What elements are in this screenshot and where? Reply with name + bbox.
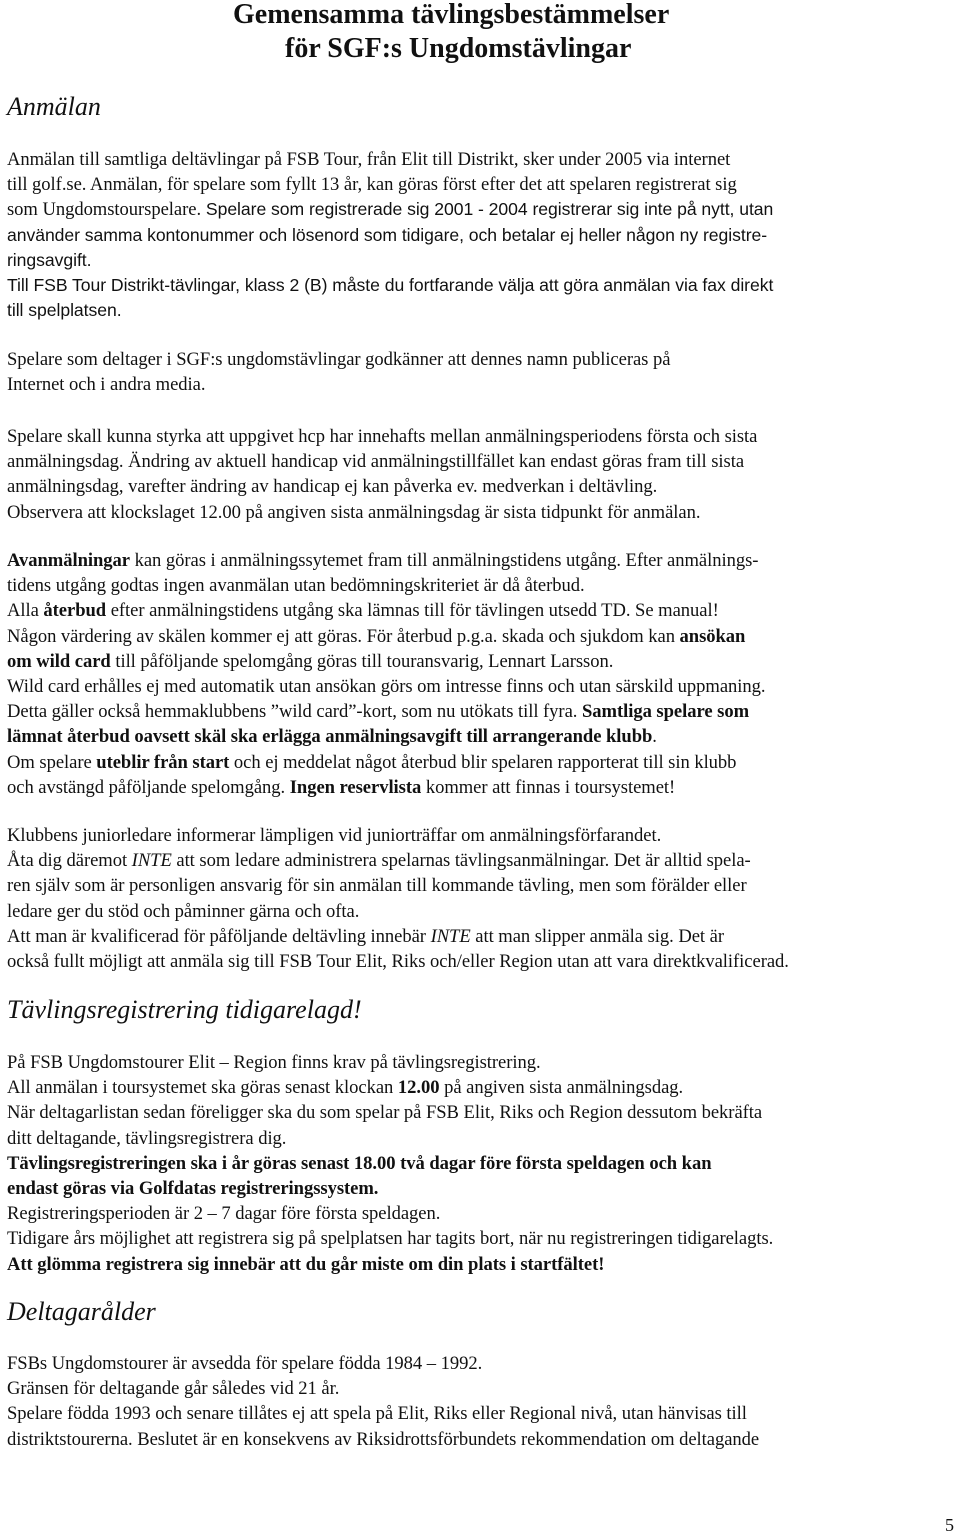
text-line: till spelplatsen. (7, 300, 122, 321)
text-span: Detta gäller också hemmaklubbens ”wild card”-kort, som nu utökats till fyra. (7, 701, 582, 723)
text-line: Wild card erhålles ej med automatik utan ansökan görs om intresse finns och utan särskild uppmaning. (7, 676, 766, 698)
page-number: 5 (945, 1515, 954, 1535)
paragraph-anmalan-intro (7, 147, 957, 323)
text-span: Om spelare (7, 751, 97, 773)
text-line (7, 1176, 957, 1201)
bold-text: ansökan (679, 625, 746, 647)
text-line: Internet och i andra media. (7, 374, 206, 396)
bold-text: Samtliga spelare som (581, 701, 750, 723)
heading-deltagaralder: Deltagarålder (7, 1297, 156, 1326)
text-span: Alla (7, 600, 44, 622)
heading-anmalan: Anmälan (7, 92, 101, 121)
text-span: och ej meddelat något återbud blir spelaren rapporterat till sin klubb (229, 751, 737, 773)
paragraph-handicap (7, 424, 957, 525)
italic-text: INTE (430, 925, 471, 947)
text-line: ledare ger du stöd och påminner gärna och ofta. (7, 900, 360, 922)
text-line: ren själv som är personligen ansvarig för sin anmälan till kommande tävling, men som förälder eller (7, 875, 747, 897)
bold-text: om wild card (7, 650, 111, 672)
text-line: Observera att klockslaget 12.00 på angiven sista anmälningsdag är sista tidpunkt för anmälan. (7, 501, 701, 523)
text-line: Spelare skall kunna styrka att uppgivet hcp har innehafts mellan anmälningsperiodens första och sista (7, 426, 758, 447)
text-line: Registreringsperioden är 2 – 7 dagar före första speldagen. (7, 1203, 441, 1225)
title-line-1: Gemensamma tävlingsbestämmelser (233, 0, 670, 30)
paragraph-juniorledare (7, 823, 957, 974)
text-line (7, 197, 957, 222)
text-line: Klubbens juniorledare informerar lämpligen vid juniorträffar om anmälningsförfarandet. (7, 825, 662, 846)
bold-text: Ingen reservlista (289, 776, 422, 798)
paragraph-deltagaralder (7, 1351, 957, 1452)
paragraph-registrering (7, 1050, 957, 1277)
text-line: På FSB Ungdomstourer Elit – Region finns krav på tävlingsregistrering. (7, 1052, 541, 1073)
bold-text: 12.00 (397, 1077, 440, 1099)
text-line: Gränsen för deltagande går således vid 21 år. (7, 1378, 340, 1400)
text-line (7, 924, 957, 949)
text-line (7, 1252, 957, 1277)
text-line (7, 775, 957, 800)
text-line (7, 1075, 957, 1100)
text-line: anmälningsdag. Ändring av aktuell handicap vid anmälningstillfället kan endast göras fram till sista (7, 451, 745, 473)
text-span: kan göras i anmälningssytemet fram till anmälningstidens utgång. Efter anmälnings- (129, 550, 759, 571)
text-line: anmälningsdag, varefter ändring av handicap ej kan påverka ev. medverkan i deltävling. (7, 476, 658, 498)
text-line: tidens utgång godtas ingen avanmälan utan bedömningskriteriet är då återbud. (7, 575, 585, 597)
text-span: att som ledare administrera spelarnas tävlingsanmälningar. Det är alltid spela- (171, 850, 751, 872)
text-line: Till FSB Tour Distrikt-tävlingar, klass 2 (B) måste du fortfarande välja att göra anmälan via fax direkt (7, 275, 774, 296)
text-span: efter anmälningstidens utgång ska lämnas till för tävlingen utsedd TD. Se manual! (106, 600, 719, 622)
text-line: till golf.se. Anmälan, för spelare som fyllt 13 år, kan göras först efter det att spelaren registrerat sig (7, 174, 737, 196)
text-span: Att man är kvalificerad för påföljande deltävling innebär (7, 925, 431, 947)
heading-tavlingsregistrering: Tävlingsregistrering tidigarelagd! (7, 995, 362, 1024)
text-span: Åta dig däremot (7, 850, 132, 872)
text-line: Spelare som deltager i SGF:s ungdomstävlingar godkänner att dennes namn publiceras på (7, 349, 671, 370)
bold-text: lämnat återbud oavsett skäl ska erlägga anmälningsavgift till arrangerande klubb (7, 726, 653, 748)
text-line: använder samma kontonummer och lösenord som tidigare, och betalar ej heller någon ny registre- (7, 224, 768, 245)
italic-text: INTE (131, 850, 172, 872)
text-span: Någon värdering av skälen kommer ej att göras. För återbud p.g.a. skada och sjukdom kan (7, 625, 680, 647)
text-line: Anmälan till samtliga deltävlingar på FSB Tour, från Elit till Distrikt, sker under 2005 via internet (7, 149, 731, 170)
bold-text: Avanmälningar (7, 550, 130, 571)
bold-text: Tävlingsregistreringen ska i år göras senast 18.00 två dagar före första speldagen och kan (7, 1152, 712, 1174)
bold-text: endast göras via Golfdatas registreringssystem. (7, 1178, 379, 1200)
text-line (7, 548, 957, 573)
text-line: ditt deltagande, tävlingsregistrera dig. (7, 1127, 287, 1149)
text-line: Spelare födda 1993 och senare tillåtes ej att spela på Elit, Riks eller Regional nivå, utan hänvisas till (7, 1403, 747, 1425)
text-line: När deltagarlistan sedan föreligger ska du som spelar på FSB Elit, Riks och Region dessutom bekräfta (7, 1102, 763, 1124)
text-span: kommer att finnas i toursystemet! (421, 776, 676, 798)
text-line: ringsavgift. (7, 249, 92, 270)
bold-text: uteblir från start (96, 751, 230, 773)
bold-text: återbud (43, 600, 107, 622)
text-line (7, 649, 957, 674)
text-line: FSBs Ungdomstourer är avsedda för spelare födda 1984 – 1992. (7, 1353, 483, 1374)
text-span: Spelare som registrerade sig 2001 - 2004 registrerar sig inte på nytt, utan (201, 199, 774, 220)
paragraph-avanmalningar (7, 548, 957, 800)
text-span: till påföljande spelomgång göras till touransvarig, Lennart Larsson. (110, 650, 614, 672)
bold-text: Att glömma registrera sig innebär att du går miste om din plats i startfältet! (7, 1253, 605, 1275)
title-line-2: för SGF:s Ungdomstävlingar (285, 33, 632, 64)
text-line (7, 624, 957, 649)
text-line (7, 1151, 957, 1176)
text-span: . (652, 726, 657, 748)
text-line (7, 724, 957, 749)
text-span: att man slipper anmäla sig. Det är (470, 925, 724, 947)
text-span: och avstängd påföljande spelomgång. (7, 776, 290, 798)
text-line (7, 699, 957, 724)
text-line: Tidigare års möjlighet att registrera sig på spelplatsen har tagits bort, när nu registreringen tidigarelagts. (7, 1228, 774, 1250)
text-line: distriktstourerna. Beslutet är en konsekvens av Riksidrottsförbundets rekommendation om deltagande (7, 1428, 760, 1450)
text-line (7, 750, 957, 775)
text-span: på angiven sista anmälningsdag. (439, 1077, 684, 1099)
text-span: All anmälan i toursystemet ska göras senast klockan (7, 1077, 398, 1099)
text-span: som Ungdomstourspelare. (7, 199, 202, 221)
paragraph-publicering (7, 347, 957, 397)
text-line: också fullt möjligt att anmäla sig till FSB Tour Elit, Riks och/eller Region utan att vara direktkvalificerad. (7, 951, 789, 973)
text-line (7, 598, 957, 623)
text-line (7, 848, 957, 873)
